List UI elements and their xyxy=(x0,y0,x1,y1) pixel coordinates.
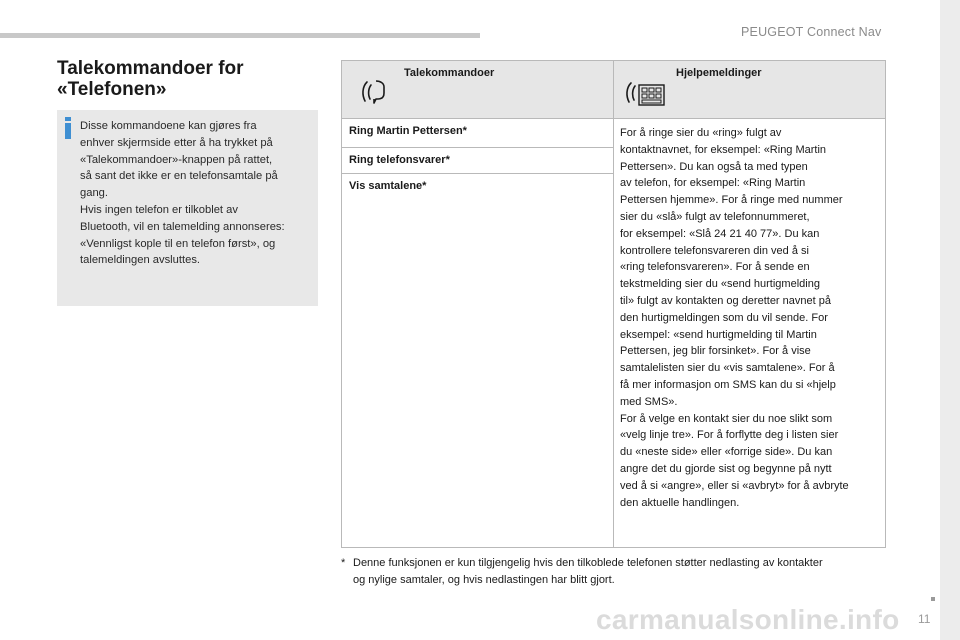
footnote-line-2: og nylige samtaler, og hvis nedlastingen har blitt gjort. xyxy=(353,573,615,586)
section-title xyxy=(57,58,317,100)
info-text xyxy=(80,118,312,269)
help-line: kontaktnavnet, for eksempel: «Ring Martin xyxy=(620,143,827,156)
header-title: PEUGEOT Connect Nav xyxy=(741,25,882,39)
top-rule xyxy=(0,33,480,38)
info-icon xyxy=(65,117,71,139)
help-line: For å velge en kontakt sier du noe slikt som xyxy=(620,412,833,425)
help-line: kontrollere telefonsvareren din ved å si xyxy=(620,244,809,257)
help-line: Pettersen, jeg blir forsinket». For å vise xyxy=(620,345,811,358)
command-label: Ring Martin Pettersen* xyxy=(349,125,467,137)
help-line: med SMS». xyxy=(620,395,678,408)
page-number: 11 xyxy=(918,612,931,626)
info-line: talemeldingen avsluttes. xyxy=(80,254,201,267)
help-text xyxy=(620,125,882,511)
help-line: av telefon, for eksempel: «Ring Martin xyxy=(620,177,806,190)
column-divider xyxy=(613,61,614,547)
watermark: carmanualsonline.info xyxy=(596,604,900,635)
info-line: «Vennligst kople til en telefon først», og xyxy=(80,237,276,250)
help-message-icon xyxy=(622,73,668,111)
help-line: tekstmelding sier du «send hurtigmelding xyxy=(620,278,820,291)
help-line: «ring telefonsvareren». For å sende en xyxy=(620,261,810,274)
section-title-line-2: «Telefonen» xyxy=(57,79,167,100)
footnote-line-1: Denne funksjonen er kun tilgjengelig hvis den tilkoblede telefonen støtter nedlasting av kontakter xyxy=(353,557,823,569)
info-line: «Talekommandoer»-knappen på rattet, xyxy=(80,153,273,166)
help-line: den hurtigmeldingen som du vil sende. For xyxy=(620,311,828,324)
command-label: Vis samtalene* xyxy=(349,180,427,192)
help-line: til» fulgt av kontakten og deretter navnet på xyxy=(620,294,831,307)
page-edge-strip xyxy=(940,0,960,640)
command-label: Ring telefonsvarer* xyxy=(349,154,450,166)
help-line: samtalelisten sier du «vis samtalene». For å xyxy=(620,362,835,375)
footnote-marker: * xyxy=(341,557,346,569)
voice-command-icon xyxy=(356,73,392,109)
help-line: «velg linje tre». For å forflytte deg i listen sier xyxy=(620,429,839,442)
help-line: Pettersen». Du kan også ta med typen xyxy=(620,160,808,173)
info-line: Disse kommandoene kan gjøres fra xyxy=(80,120,257,132)
help-line: for eksempel: «Slå 24 21 40 77». Du kan xyxy=(620,227,820,240)
info-line: så sant det ikke er en telefonsamtale på xyxy=(80,170,278,183)
help-line: angre det du gjorde sist og begynne på nytt xyxy=(620,462,832,475)
help-line: Pettersen hjemme». For å ringe med nummer xyxy=(620,194,843,207)
help-line: sier du «slå» fulgt av telefonnummeret, xyxy=(620,210,810,223)
info-line: Hvis ingen telefon er tilkoblet av xyxy=(80,203,238,216)
table-row xyxy=(342,148,613,174)
info-line: Bluetooth, vil en talemelding annonseres: xyxy=(80,220,285,233)
help-line: eksempel: «send hurtigmelding til Martin xyxy=(620,328,817,341)
help-line: ved å si «angre», eller si «avbryt» for å avbryte xyxy=(620,479,849,492)
info-line: gang. xyxy=(80,187,108,200)
info-box xyxy=(57,110,318,306)
section-title-line-1: Talekommandoer for xyxy=(57,58,244,79)
help-line: den aktuelle handlingen. xyxy=(620,496,740,509)
column-header-help: Hjelpemeldinger xyxy=(676,67,762,79)
help-line: For å ringe sier du «ring» fulgt av xyxy=(620,127,782,139)
column-header-commands: Talekommandoer xyxy=(404,67,495,79)
page-marker xyxy=(931,597,935,601)
footnote xyxy=(341,555,886,588)
table-row xyxy=(342,119,613,148)
voice-commands-table xyxy=(341,60,886,548)
help-line: du «neste side» eller «forrige side». Du kan xyxy=(620,446,833,459)
help-line: få mer informasjon om SMS kan du si «hjelp xyxy=(620,378,836,391)
info-line: enhver skjermside etter å ha trykket på xyxy=(80,136,273,149)
